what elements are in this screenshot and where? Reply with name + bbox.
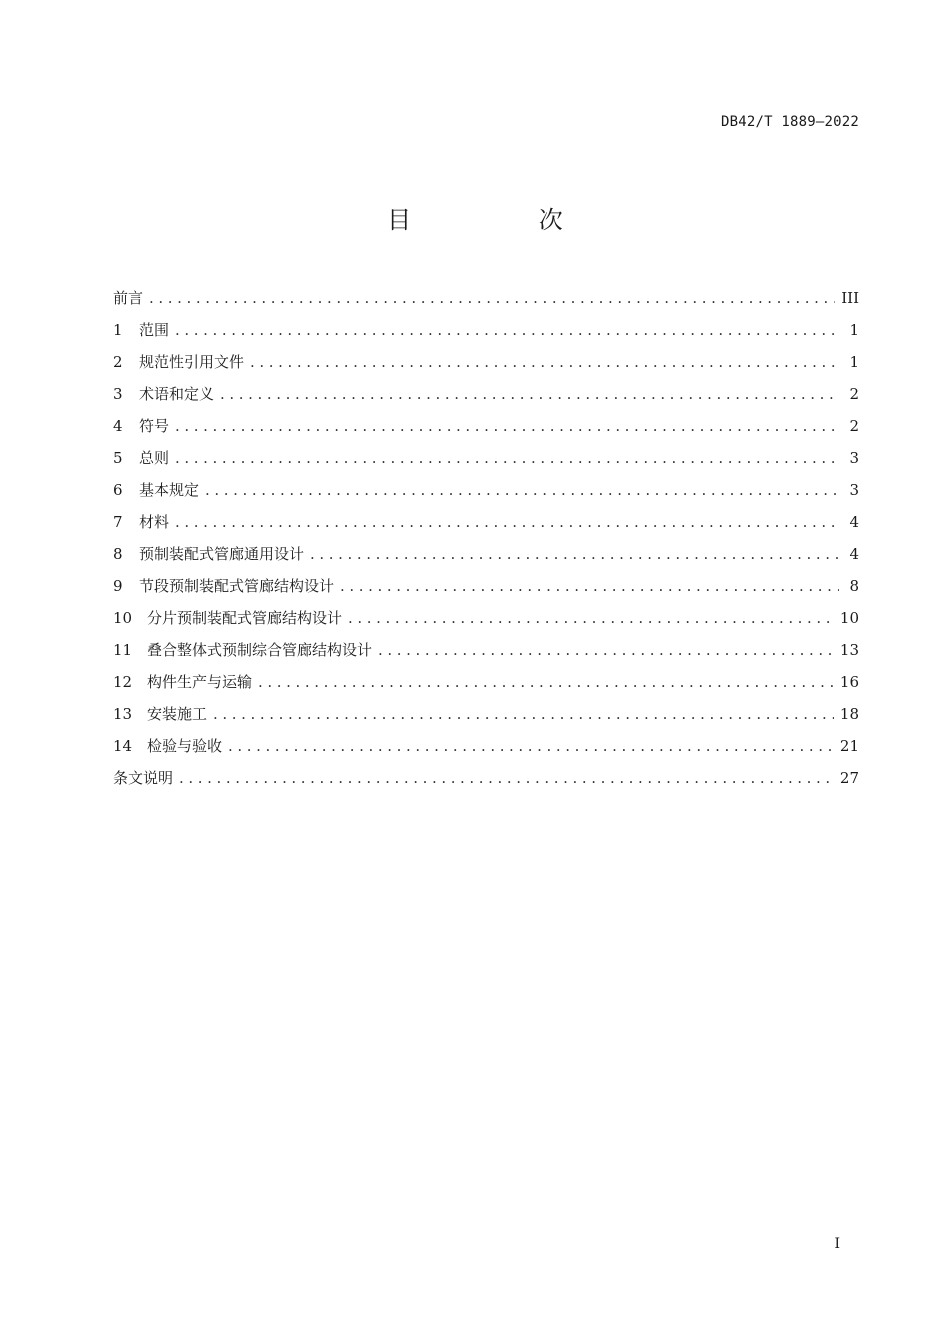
toc-entry[interactable] bbox=[113, 671, 859, 703]
toc-dot-leader bbox=[175, 449, 839, 467]
toc-title: 目 次 bbox=[387, 206, 623, 234]
toc-entry-title: 前言 bbox=[113, 289, 144, 307]
toc-entry-number: 3 bbox=[113, 385, 123, 403]
toc-entry-page: 21 bbox=[839, 737, 859, 755]
toc-entry[interactable] bbox=[113, 383, 859, 415]
toc-entry-title: 构件生产与运输 bbox=[147, 673, 253, 691]
toc-entry-title: 预制装配式管廊通用设计 bbox=[139, 545, 305, 563]
toc-dot-leader bbox=[205, 481, 839, 499]
toc-entry-number: 11 bbox=[113, 641, 133, 659]
toc-entry-page: 13 bbox=[839, 641, 859, 659]
toc-dot-leader bbox=[348, 609, 834, 627]
toc-entry-title: 符号 bbox=[139, 417, 170, 435]
toc-entry-title: 材料 bbox=[139, 513, 170, 531]
toc-entry-page: 10 bbox=[839, 609, 859, 627]
toc-entry-number: 14 bbox=[113, 737, 133, 755]
toc-entry[interactable] bbox=[113, 479, 859, 511]
toc-entry[interactable] bbox=[113, 639, 859, 671]
toc-dot-leader bbox=[340, 577, 839, 595]
toc-entry[interactable] bbox=[113, 767, 859, 799]
toc-entry[interactable] bbox=[113, 607, 859, 639]
toc-entry-number: 2 bbox=[113, 353, 123, 371]
toc-dot-leader bbox=[220, 385, 839, 403]
toc-dot-leader bbox=[179, 769, 834, 787]
toc-entry-title: 术语和定义 bbox=[139, 385, 215, 403]
toc-entry[interactable] bbox=[113, 287, 859, 319]
toc-entry-page: III bbox=[841, 289, 859, 307]
toc-dot-leader bbox=[228, 737, 834, 755]
toc-entry-page: 3 bbox=[849, 481, 859, 499]
toc-entry[interactable] bbox=[113, 735, 859, 767]
toc-entry[interactable] bbox=[113, 543, 859, 575]
toc-entry-number: 1 bbox=[113, 321, 123, 339]
toc-entry-page: 16 bbox=[839, 673, 859, 691]
toc-dot-leader bbox=[175, 513, 839, 531]
toc-entry-number: 9 bbox=[113, 577, 123, 595]
toc-entry-page: 2 bbox=[849, 417, 859, 435]
toc-entry[interactable] bbox=[113, 319, 859, 351]
toc-entry[interactable] bbox=[113, 447, 859, 479]
toc-entry-page: 27 bbox=[839, 769, 859, 787]
toc-entry-number: 13 bbox=[113, 705, 133, 723]
toc-entry-number: 5 bbox=[113, 449, 123, 467]
toc-entry-number: 12 bbox=[113, 673, 133, 691]
toc-dot-leader bbox=[258, 673, 834, 691]
toc-entry-number: 6 bbox=[113, 481, 123, 499]
toc-entry[interactable] bbox=[113, 575, 859, 607]
toc-dot-leader bbox=[149, 289, 835, 307]
toc-entry-number: 8 bbox=[113, 545, 123, 563]
table-of-contents bbox=[113, 287, 859, 799]
toc-entry[interactable] bbox=[113, 703, 859, 735]
toc-entry[interactable] bbox=[113, 351, 859, 383]
toc-entry-page: 3 bbox=[849, 449, 859, 467]
toc-entry-title: 安装施工 bbox=[147, 705, 208, 723]
page-number: I bbox=[834, 1236, 840, 1252]
toc-dot-leader bbox=[310, 545, 839, 563]
toc-dot-leader bbox=[175, 321, 839, 339]
toc-entry[interactable] bbox=[113, 511, 859, 543]
toc-dot-leader bbox=[250, 353, 839, 371]
toc-entry-page: 1 bbox=[849, 353, 859, 371]
toc-entry-title: 叠合整体式预制综合管廊结构设计 bbox=[147, 641, 373, 659]
toc-entry-page: 8 bbox=[849, 577, 859, 595]
toc-entry-number: 4 bbox=[113, 417, 123, 435]
toc-entry-title: 规范性引用文件 bbox=[139, 353, 245, 371]
toc-dot-leader bbox=[213, 705, 834, 723]
toc-entry-title: 范围 bbox=[139, 321, 170, 339]
toc-entry-page: 1 bbox=[849, 321, 859, 339]
toc-entry-page: 2 bbox=[849, 385, 859, 403]
toc-entry-number: 10 bbox=[113, 609, 133, 627]
document-code: DB42/T 1889—2022 bbox=[720, 114, 859, 130]
toc-entry-title: 分片预制装配式管廊结构设计 bbox=[147, 609, 343, 627]
toc-entry-number: 7 bbox=[113, 513, 123, 531]
toc-entry-page: 18 bbox=[839, 705, 859, 723]
toc-entry-page: 4 bbox=[849, 545, 859, 563]
toc-entry-title: 总则 bbox=[139, 449, 170, 467]
toc-entry[interactable] bbox=[113, 415, 859, 447]
toc-entry-page: 4 bbox=[849, 513, 859, 531]
toc-dot-leader bbox=[378, 641, 834, 659]
toc-entry-title: 基本规定 bbox=[139, 481, 200, 499]
toc-dot-leader bbox=[175, 417, 839, 435]
toc-entry-title: 条文说明 bbox=[113, 769, 174, 787]
toc-entry-title: 检验与验收 bbox=[147, 737, 223, 755]
toc-entry-title: 节段预制装配式管廊结构设计 bbox=[139, 577, 335, 595]
